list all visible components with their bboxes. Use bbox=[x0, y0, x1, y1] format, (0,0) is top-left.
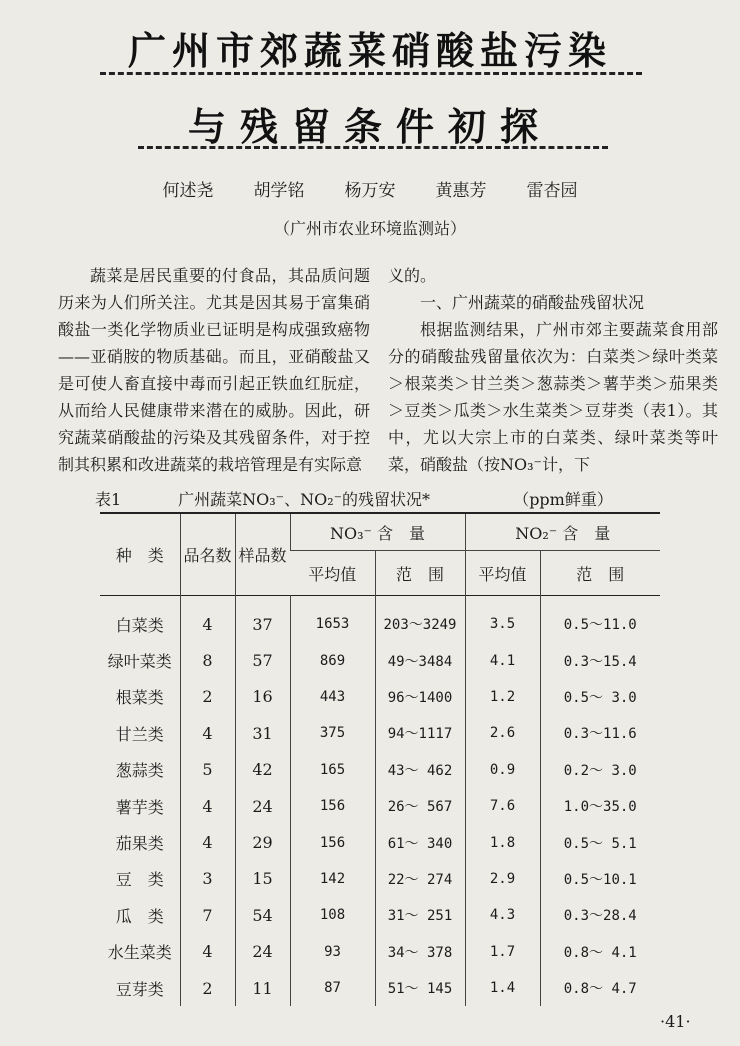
table-row bbox=[100, 788, 660, 824]
table-row bbox=[100, 715, 660, 751]
cell-varieties: 4 bbox=[180, 715, 235, 751]
cell-samples: 31 bbox=[235, 715, 290, 751]
intro-paragraph: 蔬菜是居民重要的付食品，其品质问题历来为人们所关注。尤其是因其易于富集硝酸盐一类化学物质业已证明是构成强致癌物——亚硝胺的物质基础。而且，亚硝酸盐又是可使人畜直接中毒而引起正铁血红朊症，从而给人民健康带来潜在的威胁。因此，研究蔬菜硝酸盐的污染及其残留条件，对于控制其积累和改进蔬菜的栽培管理是有实际意 bbox=[58, 266, 370, 474]
table-row bbox=[100, 861, 660, 897]
cell-no3-mean: 87 bbox=[290, 970, 375, 1006]
table-row bbox=[100, 752, 660, 788]
table-row bbox=[100, 934, 660, 970]
title-line-2: 与残留条件初探 bbox=[187, 105, 552, 149]
col-header-samples: 样品数 bbox=[235, 513, 290, 596]
author: 黄惠芳 bbox=[435, 181, 487, 201]
title-line-1: 广州市郊蔬菜硝酸盐污染 bbox=[127, 29, 612, 73]
table-row bbox=[100, 642, 660, 678]
cell-samples: 37 bbox=[235, 596, 290, 643]
cell-category: 甘兰类 bbox=[115, 724, 164, 744]
table-row bbox=[100, 824, 660, 860]
cell-no2-range: 0.5～10.1 bbox=[540, 861, 660, 897]
table-row bbox=[100, 679, 660, 715]
section-paragraph: 根据监测结果，广州市郊主要蔬菜食用部分的硝酸盐残留量依次为：白菜类＞绿叶类菜＞根菜类＞甘兰类＞葱蒜类＞薯芋类＞茄果类＞豆类＞瓜类＞水生菜类＞豆芽类（表1）。其中，尤以大宗上市的白菜类、绿叶菜类等叶菜，硝酸盐（按NO₃⁻计，下 bbox=[388, 320, 718, 474]
cell-samples: 24 bbox=[235, 934, 290, 970]
cell-samples: 16 bbox=[235, 679, 290, 715]
col-header-no2: NO₂⁻ 含 量 bbox=[465, 513, 660, 551]
cell-category: 葱蒜类 bbox=[115, 761, 164, 781]
cell-no3-range: 61～ 340 bbox=[375, 824, 465, 860]
cell-no3-range: 34～ 378 bbox=[375, 934, 465, 970]
cell-no2-range: 0.2～ 3.0 bbox=[540, 752, 660, 788]
cell-category: 白菜类 bbox=[115, 615, 164, 635]
cell-samples: 15 bbox=[235, 861, 290, 897]
cell-category: 薯芋类 bbox=[115, 797, 164, 817]
cell-no3-mean: 156 bbox=[290, 824, 375, 860]
author: 胡学铭 bbox=[253, 181, 305, 201]
cell-no2-mean: 1.2 bbox=[465, 679, 540, 715]
cell-no3-range: 96～1400 bbox=[375, 679, 465, 715]
cell-no3-mean: 443 bbox=[290, 679, 375, 715]
cell-no3-mean: 142 bbox=[290, 861, 375, 897]
cell-no3-range: 31～ 251 bbox=[375, 897, 465, 933]
cell-no2-mean: 4.3 bbox=[465, 897, 540, 933]
cell-category: 绿叶菜类 bbox=[107, 652, 172, 672]
table-row bbox=[100, 897, 660, 933]
cell-no3-range: 43～ 462 bbox=[375, 752, 465, 788]
cell-no3-mean: 108 bbox=[290, 897, 375, 933]
cell-no2-mean: 3.5 bbox=[465, 596, 540, 643]
cell-samples: 57 bbox=[235, 642, 290, 678]
cell-no3-range: 49～3484 bbox=[375, 642, 465, 678]
cell-category: 豆芽类 bbox=[115, 979, 164, 999]
right-column bbox=[388, 262, 718, 478]
affiliation: （广州市农业环境监测站） bbox=[273, 219, 466, 238]
cell-varieties: 3 bbox=[180, 861, 235, 897]
section-heading: 一、广州蔬菜的硝酸盐残留状况 bbox=[420, 293, 645, 312]
cell-no3-mean: 156 bbox=[290, 788, 375, 824]
cell-no2-mean: 1.4 bbox=[465, 970, 540, 1006]
cell-no2-range: 0.5～11.0 bbox=[540, 596, 660, 643]
cell-varieties: 2 bbox=[180, 970, 235, 1006]
cell-no2-range: 1.0～35.0 bbox=[540, 788, 660, 824]
table-row bbox=[100, 970, 660, 1006]
cell-no2-mean: 2.9 bbox=[465, 861, 540, 897]
table-body bbox=[100, 596, 660, 1007]
cell-varieties: 4 bbox=[180, 934, 235, 970]
cell-samples: 42 bbox=[235, 752, 290, 788]
author: 雷杏园 bbox=[526, 181, 578, 201]
cell-varieties: 4 bbox=[180, 824, 235, 860]
cell-no2-mean: 1.7 bbox=[465, 934, 540, 970]
table-label: 表1 bbox=[95, 490, 122, 509]
cell-category: 根菜类 bbox=[115, 688, 164, 708]
cell-no2-range: 0.5～ 3.0 bbox=[540, 679, 660, 715]
col-header-no2-mean: 平均值 bbox=[465, 551, 540, 596]
cell-no3-range: 26～ 567 bbox=[375, 788, 465, 824]
cell-no2-range: 0.5～ 5.1 bbox=[540, 824, 660, 860]
cell-no2-mean: 2.6 bbox=[465, 715, 540, 751]
table-row bbox=[100, 596, 660, 643]
intro-continuation: 义的。 bbox=[388, 266, 437, 285]
cell-samples: 29 bbox=[235, 824, 290, 860]
cell-no3-mean: 1653 bbox=[290, 596, 375, 643]
cell-varieties: 4 bbox=[180, 596, 235, 643]
cell-samples: 54 bbox=[235, 897, 290, 933]
cell-no2-range: 0.3～28.4 bbox=[540, 897, 660, 933]
cell-varieties: 7 bbox=[180, 897, 235, 933]
title-rule-2 bbox=[138, 146, 608, 149]
cell-varieties: 5 bbox=[180, 752, 235, 788]
cell-no3-range: 203～3249 bbox=[375, 596, 465, 643]
col-header-varieties: 品名数 bbox=[180, 513, 235, 596]
cell-no2-mean: 0.9 bbox=[465, 752, 540, 788]
cell-no2-mean: 1.8 bbox=[465, 824, 540, 860]
cell-category: 茄果类 bbox=[115, 834, 164, 854]
cell-no2-mean: 4.1 bbox=[465, 642, 540, 678]
cell-samples: 11 bbox=[235, 970, 290, 1006]
cell-no3-range: 51～ 145 bbox=[375, 970, 465, 1006]
col-header-no3: NO₃⁻ 含 量 bbox=[290, 513, 465, 551]
table-unit: （ppm鲜重） bbox=[513, 490, 613, 509]
cell-category: 豆 类 bbox=[115, 870, 164, 890]
col-header-category: 种 类 bbox=[115, 546, 164, 565]
author: 何述尧 bbox=[162, 181, 214, 201]
cell-no3-mean: 375 bbox=[290, 715, 375, 751]
cell-no2-range: 0.8～ 4.7 bbox=[540, 970, 660, 1006]
cell-no2-mean: 7.6 bbox=[465, 788, 540, 824]
cell-no2-range: 0.3～15.4 bbox=[540, 642, 660, 678]
cell-varieties: 2 bbox=[180, 679, 235, 715]
page-number: ·41· bbox=[660, 1012, 691, 1031]
cell-category: 水生菜类 bbox=[107, 943, 172, 963]
col-header-no3-mean: 平均值 bbox=[290, 551, 375, 596]
table-title: 广州蔬菜NO₃⁻、NO₂⁻的残留状况* bbox=[178, 490, 431, 509]
title-rule-1 bbox=[100, 72, 642, 75]
cell-varieties: 4 bbox=[180, 788, 235, 824]
author: 杨万安 bbox=[344, 181, 396, 201]
cell-category: 瓜 类 bbox=[115, 906, 164, 926]
cell-no3-range: 94～1117 bbox=[375, 715, 465, 751]
cell-varieties: 8 bbox=[180, 642, 235, 678]
cell-no3-range: 22～ 274 bbox=[375, 861, 465, 897]
cell-no2-range: 0.3～11.6 bbox=[540, 715, 660, 751]
col-header-no3-range: 范 围 bbox=[375, 551, 465, 596]
cell-no2-range: 0.8～ 4.1 bbox=[540, 934, 660, 970]
cell-samples: 24 bbox=[235, 788, 290, 824]
cell-no3-mean: 869 bbox=[290, 642, 375, 678]
table-caption bbox=[95, 487, 715, 510]
residue-table bbox=[100, 512, 660, 1006]
cell-no3-mean: 165 bbox=[290, 752, 375, 788]
author-list bbox=[0, 176, 740, 201]
col-header-no2-range: 范 围 bbox=[540, 551, 660, 596]
cell-no3-mean: 93 bbox=[290, 934, 375, 970]
